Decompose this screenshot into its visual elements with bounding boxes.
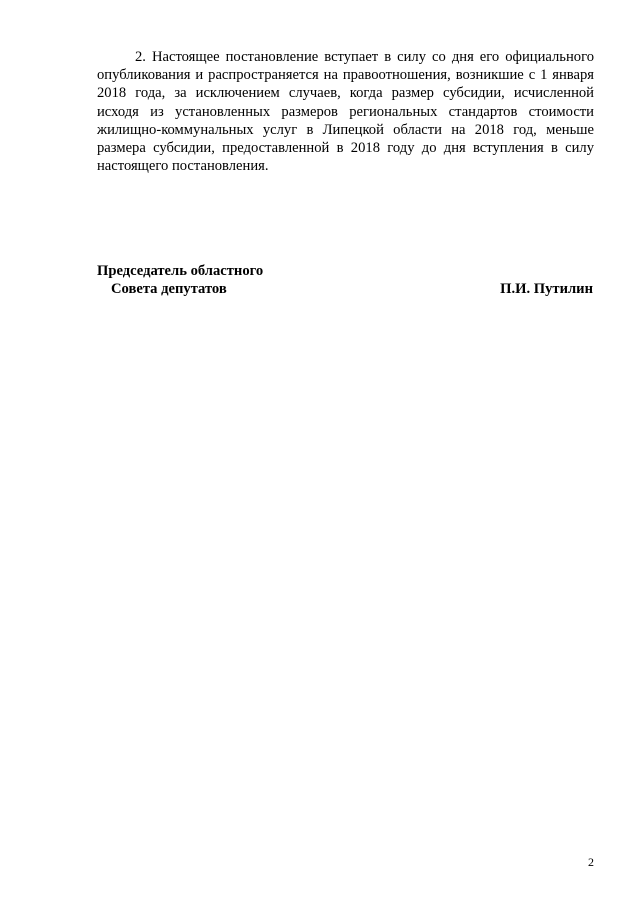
signature-title-line-1: Председатель областного bbox=[97, 263, 264, 279]
page-number: 2 bbox=[588, 855, 594, 869]
paragraph-2: 2. Настоящее постановление вступает в силу со дня его официального опубликования и распространяется на правоотношения, возникшие с 1 января 2018 года, за исключением случаев, когда размер субсидии, исчисленной исходя из установленных размеров региональных стандартов стоимости жилищно-коммунальных услуг в Липецкой области на 2018 год, меньше размера субсидии, предоставленной в 2018 году до дня вступления в силу настоящего постановления. bbox=[97, 49, 594, 175]
signatory-name: П.И. Путилин bbox=[500, 281, 593, 297]
signature-title-line-2: Совета депутатов bbox=[111, 281, 227, 297]
